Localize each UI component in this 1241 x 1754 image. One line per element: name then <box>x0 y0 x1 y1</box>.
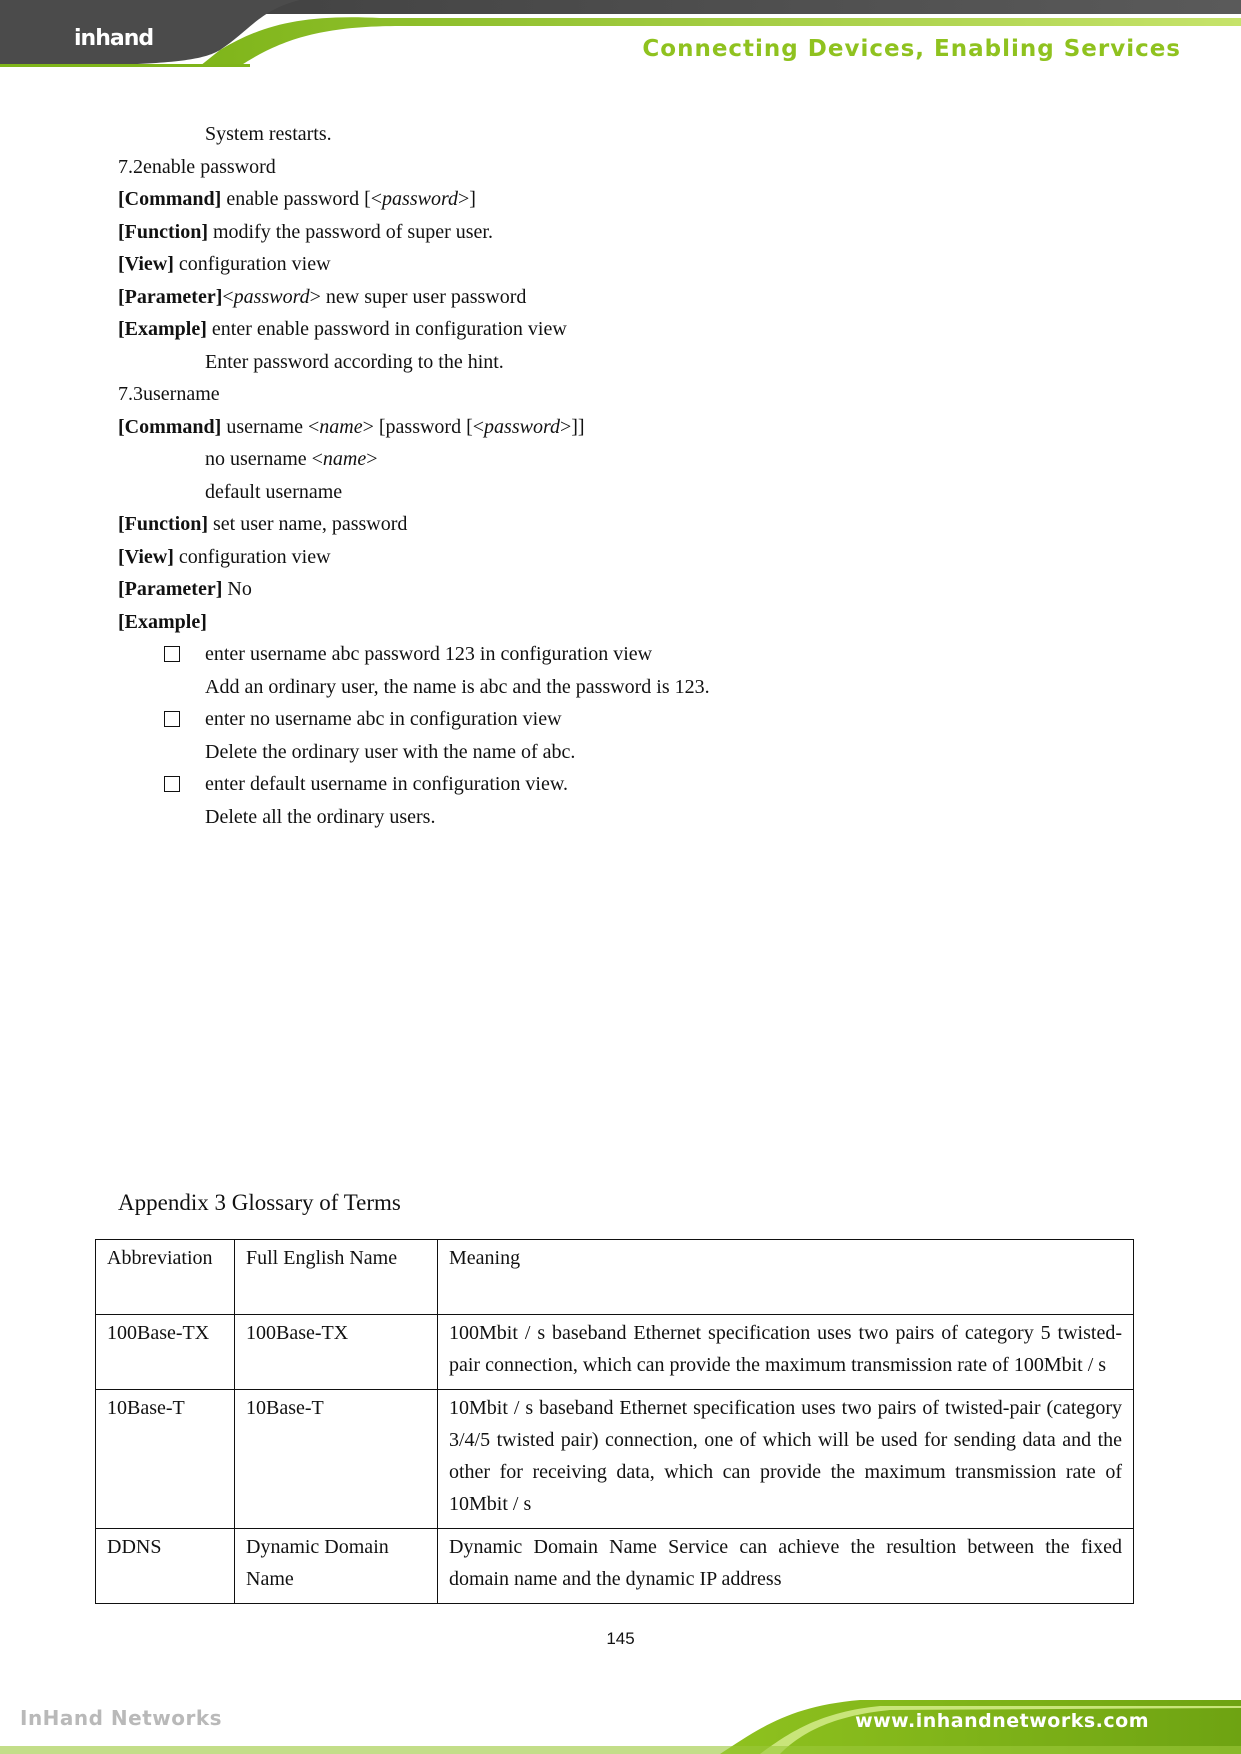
label-command: [Command] <box>118 188 222 210</box>
example-line <box>118 606 1138 639</box>
table-header-row <box>96 1240 1134 1315</box>
table-cell: 10Base-T <box>235 1390 438 1529</box>
example-item: enter no username abc in configuration view <box>118 703 1138 736</box>
table-cell: Dynamic Domain Name Service can achieve the resultion between the fixed domain name and the dynamic IP address <box>438 1529 1134 1604</box>
glossary-table <box>95 1239 1134 1604</box>
parameter-line: [Parameter] No <box>118 578 252 600</box>
command-line: [Command] username <name> [password [<password>]] <box>118 415 585 438</box>
table-cell: DDNS <box>96 1529 235 1604</box>
command-line: [Command] enable password [<password>] <box>118 188 476 210</box>
text-line: Enter password according to the hint. <box>205 350 504 373</box>
table-cell: Dynamic Domain Name <box>235 1529 438 1604</box>
label-parameter: [Parameter] <box>118 578 223 600</box>
example-description: Delete the ordinary user with the name of abc. <box>205 740 576 763</box>
table-cell: 10Base-T <box>96 1390 235 1529</box>
footer-website: www.inhandnetworks.com <box>855 1710 1149 1732</box>
table-cell: 100Base-TX <box>235 1315 438 1390</box>
command-variant: no username <name> <box>205 448 378 470</box>
checkbox-bullet-icon <box>164 646 180 662</box>
label-parameter: [Parameter] <box>118 285 223 308</box>
table-row <box>96 1390 1134 1529</box>
manual-content <box>118 118 1138 833</box>
example-description: Delete all the ordinary users. <box>205 805 436 828</box>
text-line: System restarts. <box>205 123 332 145</box>
label-function: [Function] <box>118 220 208 243</box>
page-number: 145 <box>606 1629 635 1648</box>
page-header <box>0 0 1241 100</box>
label-example: [Example] <box>118 318 207 340</box>
view-line: [View] configuration view <box>118 253 331 275</box>
table-cell: 10Mbit / s baseband Ethernet specification uses two pairs of twisted-pair (category 3/4/5 twisted pair) connection, one of which will be used for sending data and the other for receiving data, which can provide the maximum transmission rate of 10Mbit / s <box>438 1390 1134 1529</box>
column-header: Meaning <box>438 1240 1134 1315</box>
example-description: Add an ordinary user, the name is abc and the password is 123. <box>205 675 710 698</box>
label-view: [View] <box>118 545 174 568</box>
example-item: enter default username in configuration view. <box>118 768 1138 801</box>
column-header: Abbreviation <box>96 1240 235 1315</box>
label-example: [Example] <box>118 610 207 633</box>
section-heading-enable-password: 7.2enable password <box>118 155 276 178</box>
column-header: Full English Name <box>235 1240 438 1315</box>
checkbox-bullet-icon <box>164 776 180 792</box>
view-line: [View] configuration view <box>118 545 331 568</box>
label-view: [View] <box>118 253 174 275</box>
function-line: [Function] set user name, password <box>118 513 408 535</box>
example-item: enter username abc password 123 in configuration view <box>118 638 1138 671</box>
function-line: [Function] modify the password of super user. <box>118 220 493 243</box>
inhand-logo: inhand <box>74 26 154 51</box>
section-heading-username: 7.3username <box>118 383 220 405</box>
footer-company-name: InHand Networks <box>20 1706 223 1730</box>
checkbox-bullet-icon <box>164 711 180 727</box>
table-row <box>96 1529 1134 1604</box>
table-cell: 100Base-TX <box>96 1315 235 1390</box>
table-cell: 100Mbit / s baseband Ethernet specification uses two pairs of category 5 twisted-pair connection, which can provide the maximum transmission rate of 100Mbit / s <box>438 1315 1134 1390</box>
header-tagline: Connecting Devices, Enabling Services <box>642 36 1181 62</box>
example-line: [Example] enter enable password in configuration view <box>118 318 567 340</box>
label-command: [Command] <box>118 415 222 438</box>
command-variant: default username <box>205 480 343 503</box>
label-function: [Function] <box>118 513 208 535</box>
parameter-line: [Parameter]<password> new super user password <box>118 285 527 308</box>
page-footer <box>0 1688 1241 1754</box>
appendix-title: Appendix 3 Glossary of Terms <box>118 1190 401 1215</box>
table-row <box>96 1315 1134 1390</box>
